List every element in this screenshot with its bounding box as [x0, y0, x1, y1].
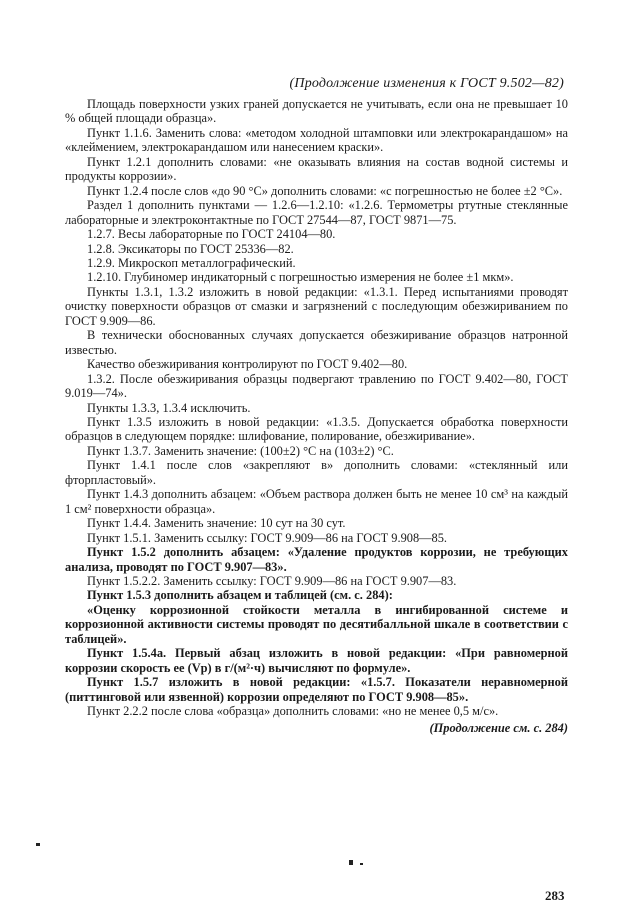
paragraph: Пункт 1.5.1. Заменить ссылку: ГОСТ 9.909—86 на ГОСТ 9.908—85. — [87, 530, 448, 545]
paragraph: Раздел 1 дополнить пунктами — 1.2.6—1.2.10: «1.2.6. Термометры ртутные стеклянные лабораторные и электроконтактные по ГОСТ 27544—87, ГОСТ 9871—75. — [65, 198, 568, 227]
paragraph: Качество обезжиривания контролируют по ГОСТ 9.402—80. — [87, 357, 408, 372]
paragraph: Пункт 1.3.7. Заменить значение: (100±2) °С на (103±2) °С. — [87, 443, 394, 458]
print-speck — [349, 860, 353, 865]
print-speck — [360, 863, 363, 865]
running-header: (Продолжение изменения к ГОСТ 9.502—82) — [289, 76, 564, 91]
paragraph: Пункт 1.4.3 дополнить абзацем: «Объем раствора должен быть не менее 10 см³ на каждый 1 см² поверхности образца». — [65, 487, 568, 516]
paragraph: 1.3.2. После обезжиривания образцы подвергают травлению по ГОСТ 9.402—80, ГОСТ 9.019—74». — [65, 371, 568, 401]
paragraph: 1.2.9. Микроскоп металлографический. — [87, 255, 296, 270]
paragraph: Пункт 1.4.4. Заменить значение: 10 сут на 30 сут. — [87, 516, 346, 531]
paragraph: Пункт 1.5.2.2. Заменить ссылку: ГОСТ 9.909—86 на ГОСТ 9.907—83. — [87, 573, 457, 588]
paragraph: Пункт 2.2.2 после слова «образца» дополнить словами: «но не менее 0,5 м/с». — [87, 704, 499, 719]
paragraph: Площадь поверхности узких граней допускается не учитывать, если она не превышает 10 % общей площади образца». — [65, 97, 568, 126]
paragraph: В технически обоснованных случаях допускается обезжиривание образцов натронной известью. — [65, 328, 568, 357]
paragraph: 1.2.10. Глубиномер индикаторный с погрешностью измерения не более ±1 мкм». — [87, 270, 514, 285]
page-number: 283 — [545, 888, 565, 903]
paragraph: Пункт 1.3.5 изложить в новой редакции: «1.3.5. Допускается обработка поверхности образцов в следующем порядке: шлифование, полирование, обезжиривание». — [65, 414, 568, 444]
paragraph: Пункты 1.3.1, 1.3.2 изложить в новой редакции: «1.3.1. Перед испытаниями проводят очистку поверхности образцов от смазки и загрязнений с последующим обезжириванием по ГОСТ 9.909—86. — [65, 284, 568, 328]
paragraph: Пункты 1.3.3, 1.3.4 исключить. — [87, 400, 251, 415]
paragraph: Пункт 1.1.6. Заменить слова: «методом холодной штамповки или электрокарандашом» на «клеймением, электрокарандашом или нанесением краски». — [65, 125, 568, 155]
continuation-note: (Продолжение см. с. 284) — [429, 721, 568, 736]
amendment-text-body — [65, 97, 568, 736]
paragraph: 1.2.7. Весы лабораторные по ГОСТ 24104—80. — [87, 227, 336, 242]
paragraph: 1.2.8. Эксикаторы по ГОСТ 25336—82. — [87, 241, 294, 256]
paragraph: Пункт 1.2.4 после слов «до 90 °С» дополнить словами: «с погрешностью не более ±2 °С». — [87, 183, 563, 198]
paragraph-bold: Пункт 1.5.7 изложить в новой редакции: «1.5.7. Показатели неравномерной (питтинговой или язвенной) коррозии определяют по ГОСТ 9.908—85». — [65, 675, 568, 704]
print-speck — [36, 843, 40, 846]
paragraph: Пункт 1.4.1 после слов «закрепляют в» дополнить словами: «стеклянный или фторпластовый». — [65, 458, 568, 487]
paragraph: Пункт 1.2.1 дополнить словами: «не оказывать влияния на состав водной системы и продукты коррозии». — [65, 154, 568, 184]
paragraph-bold: «Оценку коррозионной стойкости металла в ингибированной системе и коррозионной активности системы проводят по десятибалльной шкале в соответствии с таблицей». — [65, 602, 568, 646]
paragraph-bold: Пункт 1.5.4а. Первый абзац изложить в новой редакции: «При равномерной коррозии скорость ее (Vр) в г/(м²·ч) вычисляют по формуле». — [65, 646, 568, 675]
paragraph-bold: Пункт 1.5.3 дополнить абзацем и таблицей (см. с. 284): — [87, 588, 393, 603]
paragraph-bold: Пункт 1.5.2 дополнить абзацем: «Удаление продуктов коррозии, не требующих анализа, проводят по ГОСТ 9.907—83». — [65, 545, 568, 574]
